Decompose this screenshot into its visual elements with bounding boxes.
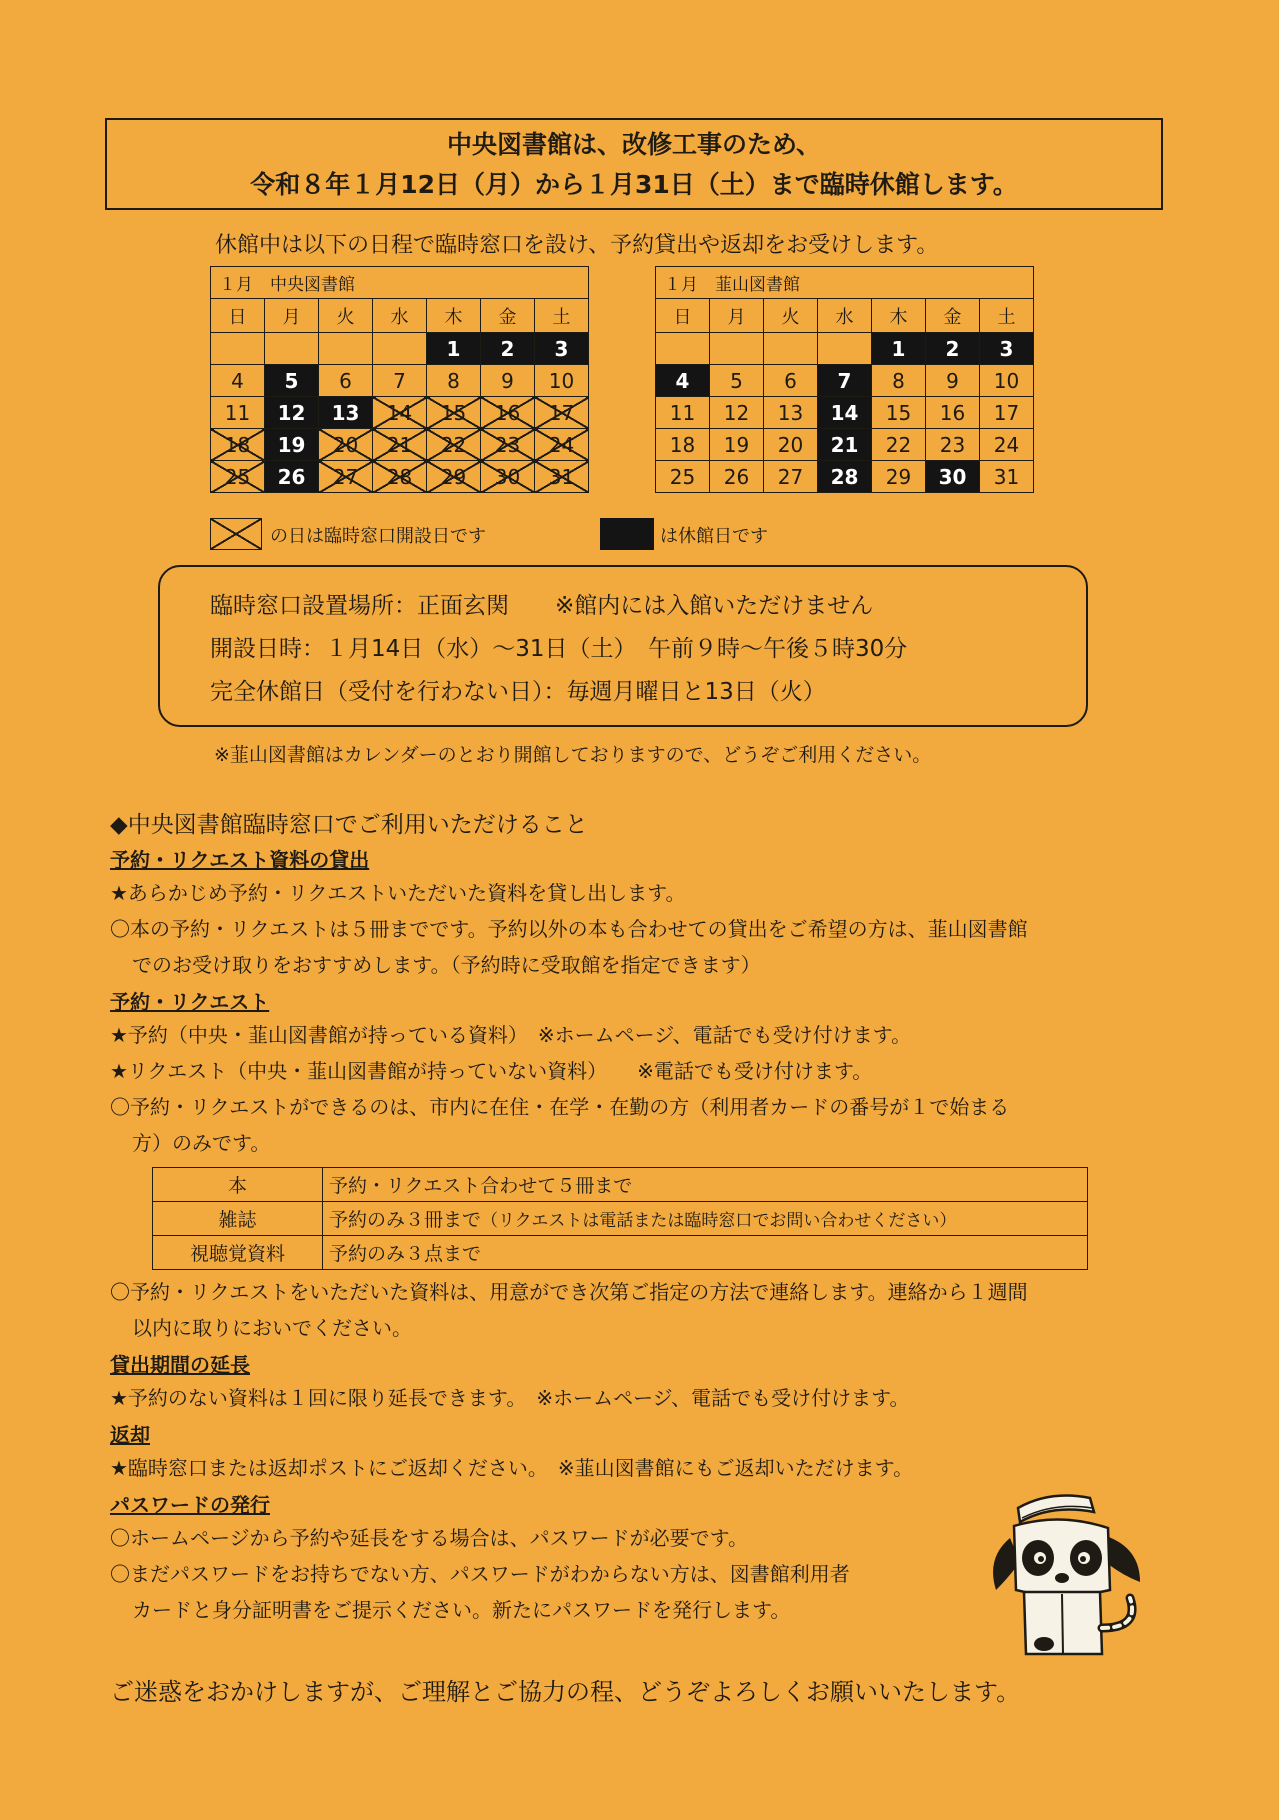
calendar-day: 30 [926, 461, 980, 493]
calendar-day: 28 [818, 461, 872, 493]
limit-value: 予約のみ３冊まで（リクエストは電話または臨時窓口でお問い合わせください） [323, 1202, 1088, 1236]
weekday-header: 金 [481, 299, 535, 333]
calendar-caption: １月 中央図書館 [211, 267, 589, 299]
calendar-day: 29 [427, 461, 481, 493]
calendar-day: 8 [427, 365, 481, 397]
info-closed-days: 完全休館日（受付を行わない日）：毎週月曜日と13日（火） [210, 679, 826, 705]
calendar-day: 16 [481, 397, 535, 429]
reserve-line: ★リクエスト（中央・韮山図書館が持っていない資料） ※電話でも受け付けます。 [110, 1059, 873, 1083]
calendar-day: 19 [265, 429, 319, 461]
nirayama-note: ※韮山図書館はカレンダーのとおり開館しておりますので、どうぞご利用ください。 [214, 744, 932, 766]
info-location: 臨時窓口設置場所：正面玄関 ※館内には入館いただけません [210, 593, 874, 619]
calendar-day: 26 [265, 461, 319, 493]
calendar-day: 12 [265, 397, 319, 429]
calendar-day: 12 [710, 397, 764, 429]
loan-line: ★あらかじめ予約・リクエストいただいた資料を貸し出します。 [110, 881, 686, 905]
calendar-day: 5 [710, 365, 764, 397]
calendar-day: 11 [656, 397, 710, 429]
calendar-nirayama [655, 266, 1034, 493]
calendar-day: 4 [211, 365, 265, 397]
extend-title: 貸出期間の延長 [110, 1353, 250, 1377]
calendar-day: 20 [764, 429, 818, 461]
calendar-day: 3 [980, 333, 1034, 365]
calendar-day: 14 [818, 397, 872, 429]
calendar-day: 13 [319, 397, 373, 429]
calendar-day: 22 [427, 429, 481, 461]
calendar-day: 27 [764, 461, 818, 493]
notice-header-box [105, 118, 1163, 210]
table-row [153, 1236, 1088, 1270]
password-line: カードと身分証明書をご提示ください。新たにパスワードを発行します。 [132, 1598, 791, 1622]
calendar-blank [319, 333, 373, 365]
return-line: ★臨時窓口または返却ポストにご返却ください。 ※韮山図書館にもご返却いただけます。 [110, 1456, 914, 1480]
calendar-day: 11 [211, 397, 265, 429]
info-box [158, 565, 1088, 727]
calendar-day: 6 [764, 365, 818, 397]
weekday-header: 火 [319, 299, 373, 333]
limit-type: 雑誌 [153, 1202, 323, 1236]
calendar-day: 29 [872, 461, 926, 493]
calendar-day: 31 [980, 461, 1034, 493]
calendar-day: 20 [319, 429, 373, 461]
weekday-header: 木 [872, 299, 926, 333]
calendar-day: 22 [872, 429, 926, 461]
loan-title: 予約・リクエスト資料の貸出 [110, 848, 370, 872]
weekday-header: 土 [535, 299, 589, 333]
reserve-line: 〇予約・リクエストができるのは、市内に在住・在学・在勤の方（利用者カードの番号が１で始まる [110, 1095, 1010, 1119]
calendar-day: 9 [926, 365, 980, 397]
closing-message: ご迷惑をおかけしますが、ご理解とご協力の程、どうぞよろしくお願いいたします。 [110, 1678, 1021, 1706]
services-heading: ◆中央図書館臨時窓口でご利用いただけること [110, 812, 588, 838]
calendar-day: 10 [535, 365, 589, 397]
calendar-day: 16 [926, 397, 980, 429]
limits-table [152, 1167, 1088, 1270]
calendar-day: 18 [211, 429, 265, 461]
table-row [153, 1168, 1088, 1202]
calendar-day: 24 [535, 429, 589, 461]
calendar-day: 10 [980, 365, 1034, 397]
calendar-caption: １月 韮山図書館 [656, 267, 1034, 299]
limit-type: 視聴覚資料 [153, 1236, 323, 1270]
calendar-day: 1 [872, 333, 926, 365]
calendar-blank [818, 333, 872, 365]
calendar-day: 21 [818, 429, 872, 461]
calendar-blank [764, 333, 818, 365]
calendar-day: 14 [373, 397, 427, 429]
reserve-line: ★予約（中央・韮山図書館が持っている資料） ※ホームページ、電話でも受け付けます。 [110, 1023, 912, 1047]
weekday-header: 日 [656, 299, 710, 333]
reserve-title: 予約・リクエスト [110, 990, 270, 1014]
calendar-blank [710, 333, 764, 365]
password-line: 〇ホームページから予約や延長をする場合は、パスワードが必要です。 [110, 1526, 748, 1550]
calendar-day: 7 [818, 365, 872, 397]
calendar-day: 13 [764, 397, 818, 429]
calendar-day: 15 [872, 397, 926, 429]
calendar-day: 25 [656, 461, 710, 493]
calendar-day: 2 [926, 333, 980, 365]
calendar-blank [211, 333, 265, 365]
calendar-chuo [210, 266, 589, 493]
info-hours: 開設日時：１月14日（水）～31日（土） 午前９時～午後５時30分 [210, 636, 908, 662]
return-title: 返却 [110, 1423, 150, 1447]
calendar-day: 2 [481, 333, 535, 365]
extend-line: ★予約のない資料は１回に限り延長できます。 ※ホームページ、電話でも受け付けます。 [110, 1386, 910, 1410]
calendar-day: 28 [373, 461, 427, 493]
calendar-day: 30 [481, 461, 535, 493]
weekday-header: 水 [818, 299, 872, 333]
weekday-header: 月 [265, 299, 319, 333]
mascot-illustration [990, 1478, 1160, 1668]
calendar-day: 17 [535, 397, 589, 429]
notice-header-line2: 令和８年１月12日（月）から１月31日（土）まで臨時休館します。 [250, 170, 1018, 199]
calendar-day: 18 [656, 429, 710, 461]
calendar-day: 23 [481, 429, 535, 461]
reserve-line: 方）のみです。 [132, 1131, 271, 1155]
legend-closed-swatch [600, 518, 654, 550]
calendar-day: 24 [980, 429, 1034, 461]
weekday-header: 水 [373, 299, 427, 333]
calendar-day: 7 [373, 365, 427, 397]
legend-window-swatch [210, 518, 262, 550]
calendar-day: 8 [872, 365, 926, 397]
calendar-day: 21 [373, 429, 427, 461]
limit-value: 予約・リクエスト合わせて５冊まで [323, 1168, 1088, 1202]
limit-type: 本 [153, 1168, 323, 1202]
calendar-day: 1 [427, 333, 481, 365]
calendar-day: 31 [535, 461, 589, 493]
weekday-header: 木 [427, 299, 481, 333]
calendar-day: 17 [980, 397, 1034, 429]
password-title: パスワードの発行 [110, 1493, 270, 1517]
calendar-blank [656, 333, 710, 365]
calendar-day: 5 [265, 365, 319, 397]
loan-line: でのお受け取りをおすすめします。（予約時に受取館を指定できます） [132, 953, 761, 977]
calendar-day: 4 [656, 365, 710, 397]
calendar-day: 25 [211, 461, 265, 493]
weekday-header: 火 [764, 299, 818, 333]
weekday-header: 月 [710, 299, 764, 333]
calendar-day: 3 [535, 333, 589, 365]
password-line: 〇まだパスワードをお持ちでない方、パスワードがわからない方は、図書館利用者 [110, 1562, 850, 1586]
calendar-day: 26 [710, 461, 764, 493]
legend-window-text: の日は臨時窓口開設日です [270, 526, 486, 547]
limit-value: 予約のみ３点まで [323, 1236, 1088, 1270]
table-row [153, 1202, 1088, 1236]
legend-closed-text: は休館日です [660, 526, 768, 547]
calendar-day: 6 [319, 365, 373, 397]
calendar-blank [373, 333, 427, 365]
intro-text: 休館中は以下の日程で臨時窓口を設け、予約貸出や返却をお受けします。 [215, 233, 939, 258]
calendar-day: 15 [427, 397, 481, 429]
weekday-header: 金 [926, 299, 980, 333]
calendar-blank [265, 333, 319, 365]
calendar-day: 23 [926, 429, 980, 461]
reserve-line: 以内に取りにおいでください。 [132, 1316, 412, 1340]
calendar-day: 9 [481, 365, 535, 397]
notice-header-line1: 中央図書館は、改修工事のため、 [446, 130, 821, 159]
calendar-day: 27 [319, 461, 373, 493]
reserve-line: 〇予約・リクエストをいただいた資料は、用意ができ次第ご指定の方法で連絡します。連絡から１週間 [110, 1280, 1028, 1304]
weekday-header: 日 [211, 299, 265, 333]
calendar-day: 19 [710, 429, 764, 461]
loan-line: 〇本の予約・リクエストは５冊までです。予約以外の本も合わせての貸出をご希望の方は、韮山図書館 [110, 917, 1028, 941]
weekday-header: 土 [980, 299, 1034, 333]
